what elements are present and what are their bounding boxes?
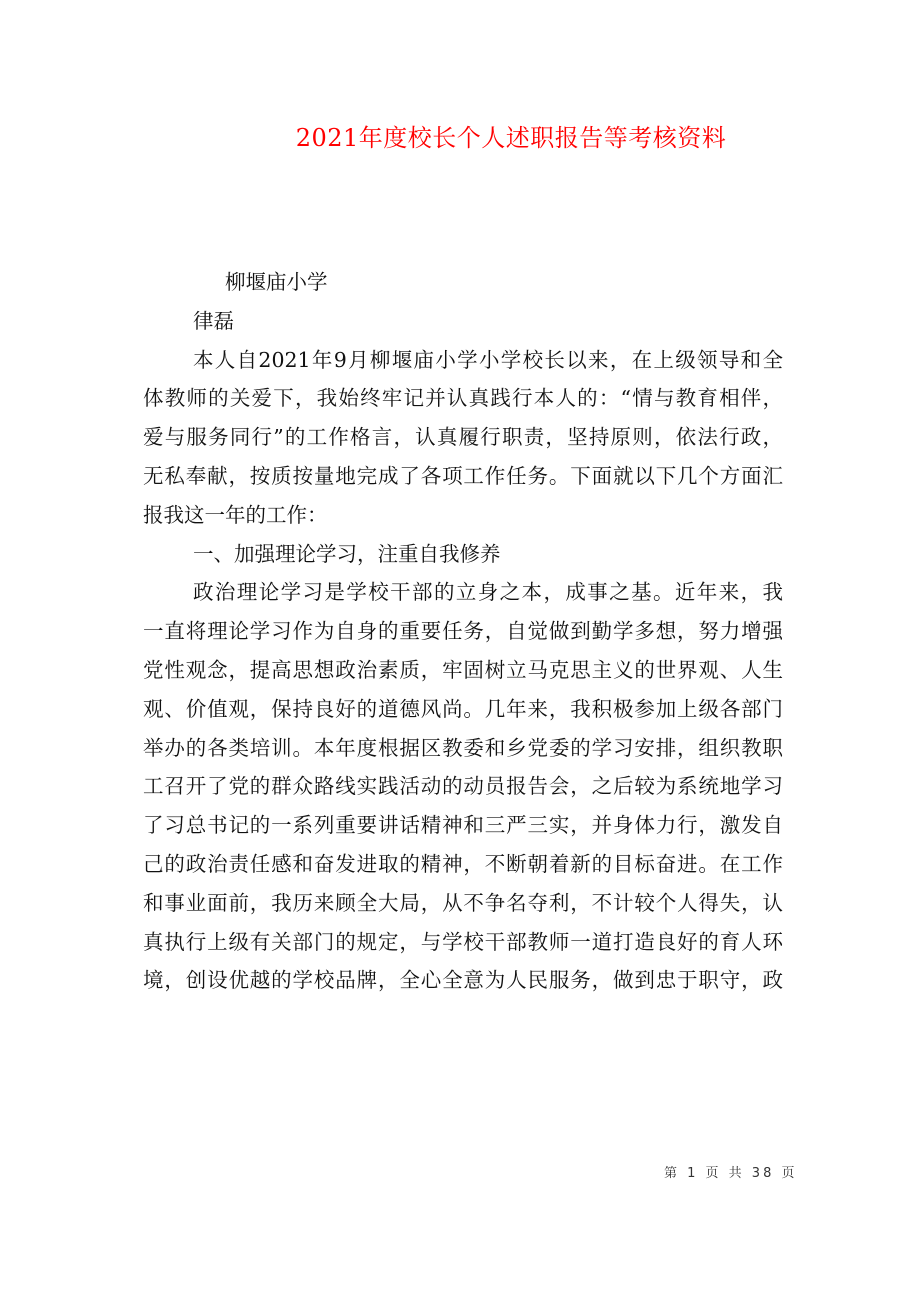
document-body: [143, 263, 783, 1000]
paragraph-line: 党性观念，提高思想政治素质，牢固树立马克思主义的世界观、人生: [143, 657, 783, 682]
paragraph-line: 和事业面前，我历来顾全大局，从不争名夺利，不计较个人得失，认: [143, 890, 783, 915]
author-name: 律磊: [193, 308, 234, 333]
paragraph-line: 无私奉献，按质按量地完成了各项工作任务。下面就以下几个方面汇: [143, 463, 783, 488]
paragraph-line: 境，创设优越的学校品牌，全心全意为人民服务，做到忠于职守，政: [143, 968, 783, 993]
paragraph-line: 观、价值观，保持良好的道德风尚。几年来，我积极参加上级各部门: [143, 696, 783, 721]
paragraph-line: 工召开了党的群众路线实践活动的动员报告会，之后较为系统地学习: [143, 774, 783, 799]
paragraph-line: 己的政治责任感和奋发进取的精神，不断朝着新的目标奋进。在工作: [143, 851, 783, 876]
section-heading: 一、加强理论学习，注重自我修养: [193, 541, 501, 566]
paragraph-line: 一直将理论学习作为自身的重要任务，自觉做到勤学多想，努力增强: [143, 619, 783, 644]
paragraph-line: 真执行上级有关部门的规定，与学校干部教师一道打造良好的育人环: [143, 929, 783, 954]
school-name: 柳堰庙小学: [225, 270, 328, 294]
paragraph-line: 爱与服务同行”的工作格言，认真履行职责，坚持原则，依法行政，: [143, 425, 783, 450]
paragraph-line: 本人自2021年9月柳堰庙小学小学校长以来，在上级领导和全: [193, 347, 783, 372]
paragraph-line: 体教师的关爱下，我始终牢记并认真践行本人的：“情与教育相伴，: [143, 386, 783, 411]
paragraph-line: 报我这一年的工作：: [143, 502, 328, 527]
paragraph-line: 了习总书记的一系列重要讲话精神和三严三实，并身体力行，激发自: [143, 813, 783, 838]
paragraph-line: 举办的各类培训。本年度根据区教委和乡党委的学习安排，组织教职: [143, 735, 783, 760]
paragraph-line: 政治理论学习是学校干部的立身之本，成事之基。近年来，我: [193, 580, 783, 605]
page-number: 第 1 页 共 38 页: [664, 1166, 798, 1181]
document-title: 2021年度校长个人述职报告等考核资料: [295, 124, 727, 152]
